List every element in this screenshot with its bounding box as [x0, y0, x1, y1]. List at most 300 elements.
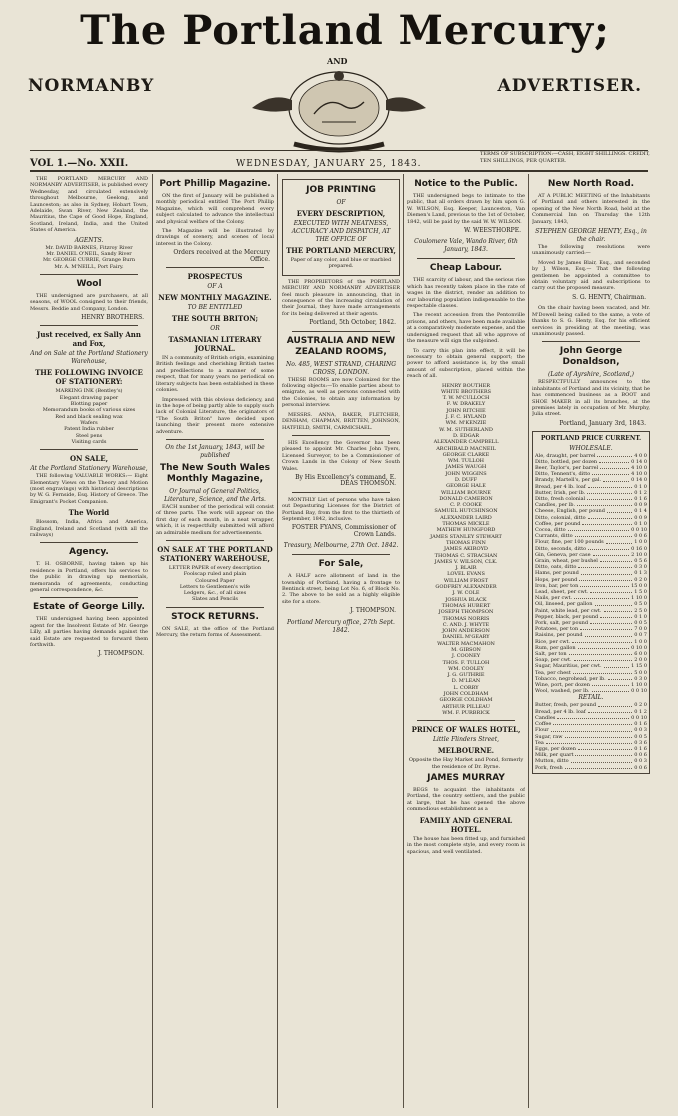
signer-name: J. G. GUTHRIE [447, 672, 485, 679]
price-item: Pepper, black, per pound [535, 613, 599, 620]
price-value: 0 0 5 [634, 620, 647, 627]
nmm-name: THE SOUTH BRITON; [171, 314, 259, 324]
on-sale-subheading: At the Portland Stationery Warehouse, [30, 465, 148, 473]
price-value: 0 0 9 [634, 502, 647, 509]
price-value: 5 0 0 [634, 669, 647, 676]
signer-name: J. BLAIR [455, 565, 477, 572]
sale2-item: Coloured Paper [195, 577, 235, 584]
signer-name: JOSHUA BLACK [445, 596, 487, 603]
price-value: 0 0 6 [634, 752, 647, 759]
price-item: Raisins, per pound [535, 632, 583, 639]
section-divider [40, 449, 138, 450]
forsale-paragraph: A HALF acre allotment of land in the township of Portland, having a frontage to Bentinck street, being Lot No. 6, of Block No. 2. The above to be sold as a highly eligible site for a store. [282, 573, 400, 605]
price-leader [604, 608, 633, 612]
jgd-heading: John George Donaldson, [559, 346, 623, 368]
price-current-box [532, 431, 650, 774]
price-value: 0 1 6 [634, 721, 647, 728]
price-value: 1 0 0 [634, 638, 647, 645]
price-value: 1 5 0 [634, 589, 647, 596]
wool-signature: HENRY BROTHERS. [81, 314, 144, 322]
cheap-labour-paragraph-3: To carry this plan into effect, it will be necessary to obtain general support; the power to afford assistance is, by the small amount of subscription, placed within the reach of all. [407, 347, 525, 380]
pow-heading: PRINCE OF WALES HOTEL, [411, 725, 521, 735]
price-leader [575, 752, 632, 756]
jm-paragraph-2: The house has been fitted up, and furnished in the most complete style, and every room is spacious, and well ventilated. [407, 835, 525, 855]
cheap-labour-heading: Cheap Labour. [429, 263, 503, 274]
signer-name: HENRY BOUTHER [441, 382, 491, 389]
nmm-tasmanian: TASMANIAN LITERARY JOURNAL. [168, 335, 262, 354]
nmm-paragraph-2: Impressed with this obvious deficiency, and in the hope of being partly able to supply such lack of Colonial Literature, the originators of "The South Briton" have decided upon launching their present more extensive adventure. [156, 396, 274, 435]
pow-paragraph: Opposite the Hay Market and Pond, formerly the residence of Dr. Byrne. [408, 757, 524, 770]
price-item: Paint, white lead, per cwt. [535, 607, 602, 614]
price-leader [551, 727, 633, 731]
agents-list [30, 245, 148, 270]
pow-subheading: Little Flinders Street, [432, 736, 500, 744]
price-item: Lead, sheet, per cwt. [535, 589, 589, 596]
nsw-date: On the 1st January, 1843, will be published [165, 443, 265, 459]
prospectus-of: OF A [207, 283, 223, 291]
price-leader [585, 632, 633, 636]
signer-name: ALEXANDER CAMPBELL [433, 439, 499, 446]
job-subheading: EXECUTED WITH NEATNESS, ACCURACY AND DISPATCH, AT THE OFFICE OF [291, 220, 391, 243]
price-value: 0 1 2 [634, 489, 647, 496]
signer-name: J. F. C. HYLAND [445, 414, 487, 421]
price-value: 0 0 10 [631, 527, 647, 533]
price-item: Butter, fresh, per pound [535, 702, 597, 709]
signer-name: ALEXANDER LAIRD [440, 514, 492, 521]
notice-date: Coulomere Vale, Wando River, 6th January, 1843. [414, 238, 518, 254]
signer-name: WM. F. PURBRICK [442, 709, 490, 716]
ppm-orders: Orders received at the Mercury Office. [173, 249, 270, 263]
price-value: 0 1 0 [634, 613, 647, 620]
anz-heading: AUSTRALIA AND NEW ZEALAND ROOMS, [286, 335, 396, 357]
sale2-item: LETTER PAPER of every description [168, 564, 262, 571]
signer-name: T. W. M'CULLOCH [442, 395, 490, 402]
price-leader [587, 490, 632, 494]
price-item: Wine, port, per dozen [535, 682, 590, 689]
price-leader [578, 564, 632, 568]
column-5 [532, 176, 650, 1106]
price-item: Rum, per gallon [535, 644, 576, 651]
masthead [0, 0, 678, 170]
price-leader [565, 765, 633, 769]
price-value: 7 0 0 [634, 626, 647, 633]
signers-list [407, 383, 525, 717]
sale2-item: Ledgers, &c., of all sizes [183, 590, 247, 597]
price-item: Milk, per quart [535, 752, 574, 759]
signer-name: GEORGE HALE [446, 483, 486, 490]
price-leader [590, 589, 632, 593]
nmm-or: OR [210, 325, 220, 333]
price-item: Pork, salt, per pound [535, 620, 589, 627]
price-item: Ditto, bottled, per dozen [535, 458, 598, 465]
jm-paragraph: BEGS to acquaint the inhabitants of Portland, the country settlers, and the public at large, that he has opened the above commodious establishment as a [407, 787, 525, 813]
section-divider [40, 274, 138, 275]
price-item: Gin, Geneva, per case [535, 551, 591, 558]
signer-name: M. GIBSON [451, 647, 481, 653]
signer-name: WILLIAM BOURNE [441, 489, 491, 496]
forsale-date: Portland Mercury office, 27th Sept. 1842. [287, 618, 395, 634]
price-item: Grain, wheat, per bushel [535, 558, 598, 565]
monthly-date: Treasury, Melbourne, 27th Oct. 1842. [283, 542, 399, 550]
monthly-paragraph: MONTHLY List of persons who have taken out Depasturing Licenses for the District of Portland Bay, from the first to the thirtieth of September, 1842, inclusive. [282, 496, 400, 522]
price-value: 0 0 6 [634, 764, 647, 771]
price-value: 0 3 0 [634, 564, 647, 571]
signer-name: WM. TULLOH [447, 458, 485, 465]
column-3 [282, 176, 400, 1106]
agent-item: Mr. GEORGE CURRIE, Grange Burn [42, 257, 136, 264]
price-item: Coffee [535, 721, 552, 728]
masthead-advertiser: ADVERTISER. [497, 76, 642, 96]
issue-date: WEDNESDAY, JANUARY 25, 1843. [236, 159, 422, 169]
notice-paragraph: THE undersigned begs to intimate to the public, that all orders drawn by him upon G. W. WILSON, Esq. Keeper, Launceston, Van Diemen's Land, previous to the 1st of October, 1842, will be paid by the said W. W. WILSON. [407, 193, 525, 225]
signer-name: WILLIAM FROST [443, 577, 489, 584]
nnr-paragraph-2: The following resolutions were unanimously carried:— [532, 244, 650, 257]
nnr-chair: STEPHEN GEORGE HENTY, Esq., in the chair. [535, 228, 647, 244]
price-item: Candles, per lb. [535, 502, 576, 509]
just-received-heading: Just received, ex Sally Ann and Fox, [37, 330, 141, 349]
price-item: Ditto, oats, ditto [535, 564, 577, 571]
signer-name: JAMES WAUGH [445, 464, 487, 471]
signer-name: D. EDGAR [452, 432, 480, 439]
job-office: THE PORTLAND MERCURY, [286, 246, 396, 255]
agent-item: Mr. DAVID BARNES, Fitzroy River [45, 244, 133, 251]
signer-name: JOHN RITCHIE [446, 407, 486, 414]
price-item: Tobacco, negrohead, per lb. [535, 675, 606, 682]
anz-names: MESSRS. ANNA, BAKER, FLETCHER, DENHAM, CHAPMAN, BRITTEN, JOHNSON, HATFIELD, SMITH, CARMICHAEL. [282, 411, 400, 431]
price-item: Eggs, per dozen [535, 745, 576, 752]
signer-name: D. DUFF [454, 476, 478, 483]
price-item: Ale, draught, per barrel [535, 452, 596, 459]
signer-name: W. M. SUTHERLAND [439, 426, 493, 433]
nnr-paragraph-3: On the chair having been vacated, and Mr. M'Dowell being called to the same, a vote of thanks to S. G. Henty, Esq. for his efficient services in presiding at the meeting, was unanimously passed. [532, 305, 650, 337]
price-leader [581, 570, 632, 574]
section-divider [292, 331, 390, 332]
job-printing-box [282, 179, 400, 276]
price-value: 4 0 0 [634, 452, 647, 459]
jm-house: FAMILY AND GENERAL HOTEL. [419, 815, 513, 834]
price-leader [608, 676, 632, 680]
price-leader [571, 758, 633, 762]
price-leader [588, 484, 633, 488]
price-leader [600, 465, 629, 469]
price-item: Flour [535, 727, 549, 734]
price-item: Cheese, English, per pound [535, 508, 605, 515]
agent-item: Mr. DANIEL O'NEIL, Sandy River [46, 250, 132, 257]
price-item: Flour, fine, per 100 pounds [535, 539, 604, 546]
price-item: Soap, per cwt. [535, 657, 572, 664]
price-leader [574, 595, 629, 599]
price-leader [607, 508, 632, 512]
signer-name: JAMES V. WILSON, CLK. [434, 558, 498, 565]
signer-name: J. W. COLE [452, 590, 480, 597]
job-of: OF [336, 199, 346, 206]
agency-heading: Agency. [69, 547, 109, 558]
price-value: 6 0 0 [634, 651, 647, 658]
price-value: 0 1 4 [634, 508, 647, 515]
price-value: 4 10 0 [631, 464, 647, 471]
price-row [535, 765, 647, 771]
nnr-paragraph: AT A PUBLIC MEETING of the Inhabitants of Portland and others interested in the opening of the New North Road, held at the Commercial Inn on Thursday the 12th January, 1843, [532, 193, 650, 225]
section-divider [292, 554, 390, 555]
signer-name: JOHN WIGGINS [445, 470, 487, 477]
signer-name: C. AND. J. WHYTE [442, 621, 490, 628]
price-value: 0 0 6 [634, 533, 647, 540]
price-leader [606, 539, 633, 543]
sale2-list [156, 565, 274, 603]
stationery-item: MARKING INK (Bentley's) [55, 388, 123, 395]
price-value: 15 0 0 [631, 582, 647, 589]
signer-name: DONALD CAMERON [439, 495, 493, 502]
price-leader [588, 515, 633, 519]
world-heading: The World [68, 508, 110, 518]
price-item: Bread, per 4 lb. loaf [535, 708, 586, 715]
signer-name: DANIEL M'GEARY [442, 634, 490, 641]
sale2-item: Foolscap ruled and plain [183, 571, 247, 578]
section-divider [292, 435, 390, 436]
price-value: 0 5 0 [634, 601, 647, 608]
signer-name: SAMUEL HUTCHINSON [434, 508, 498, 515]
nnr-heading: New North Road. [547, 179, 635, 189]
price-leader [588, 546, 629, 550]
price-value: 0 1 0 [634, 520, 647, 527]
price-item: Potatoes, per ton [535, 626, 579, 633]
price-value: 0 0 3 [634, 727, 647, 734]
signer-name: JAMES AKIROYD [444, 546, 488, 553]
price-item: Sugar, raw [535, 733, 563, 740]
notice-heading: Notice to the Public. [414, 179, 518, 189]
anz-paragraph: THESE ROOMS are now Colonized for the following objects:—To enable parties about to emigrate, as well as persons connected with the Colonies, to obtain any information by personal interview. [282, 376, 400, 409]
price-leader [573, 670, 633, 674]
subscription-terms: TERMS OF SUBSCRIPTION:—CASH, EIGHT SHILLINGS. CREDIT, TEN SHILLINGS, PER QUARTER. [480, 151, 650, 164]
section-divider [166, 607, 264, 608]
price-value: 0 14 0 [631, 477, 647, 484]
price-leader [568, 527, 629, 531]
price-item: Tea [535, 739, 544, 746]
just-received-subheading: And on Sale at the Portland Stationery Warehouse, [30, 350, 148, 366]
on-sale-heading: ON SALE, [69, 454, 109, 464]
price-value: 1 15 0 [631, 663, 647, 670]
price-leader [595, 601, 633, 605]
section-divider [166, 267, 264, 268]
price-item: Ditto, colonial, ditto [535, 514, 586, 521]
ppm-heading: Port Phillip Magazine. [159, 179, 271, 189]
price-item: Coffee, per pound [535, 520, 581, 527]
jm-heading: JAMES MURRAY [427, 773, 505, 784]
intro-paragraph: THE PORTLAND MERCURY AND NORMANBY ADVERTISER, is published every Wednesday, and circulated extensively throughout Melbourne, Geelong, and Launceston; as also in Sydney, Hobart Town, Adelaide, Swan River, New Zealand, the Mauritius, the Cape of Good Hope, England, Scotland, Ireland, India, and the United States of America. [30, 176, 148, 234]
section-divider [40, 325, 138, 326]
masthead-normanby: NORMANBY [28, 76, 155, 96]
price-item: Oil, linseed, per gallon [535, 601, 593, 608]
price-item: Candles [535, 714, 556, 721]
signer-name: JAMES STANLEY STEWART [430, 533, 502, 540]
price-leader [588, 709, 633, 713]
price-leader [603, 477, 629, 481]
section-divider [417, 720, 515, 721]
price-item: Tea, per chest [535, 669, 571, 676]
signer-name: F. W. DRAKELY [446, 401, 486, 408]
job-heading: JOB PRINTING [306, 185, 376, 195]
jgd-date: Portland, January 3rd, 1843. [559, 419, 646, 427]
world-paragraph: Blossom, India, Africa and America, England, Ireland and Scotland (with all the railways) [30, 519, 148, 538]
stock-paragraph: ON SALE, at the office of the Portland Mercury, the return forms of Assessment. [156, 625, 274, 639]
jgd-paragraph: RESPECTFULLY announces to the inhabitants of Portland and its vicinity, that he has commenced business as a BOOT and SHOE MAKER in all its branches, at the premises lately in occupation of Mr. Murphy, Julia street. [532, 379, 650, 418]
price-item: Pork, fresh [535, 764, 563, 771]
cheap-labour-paragraph-2: The recent accession from the Pentonville prisons, and others, have been made available at a comparatively moderate expense, and the undersigned request that all who approve of the measure will sign the subjoined. [407, 312, 525, 345]
signer-name: L. CORRY [453, 684, 479, 691]
price-leader [580, 626, 632, 630]
signer-name: WALTER MACMAHON [437, 640, 495, 647]
forsale-signature: J. THOMPSON. [350, 607, 396, 615]
signer-name: THOMAS HUBERT [441, 602, 491, 609]
column-divider [152, 174, 153, 1108]
price-value: 0 0 5 [634, 733, 647, 740]
signer-name: WM. M'KENZIE [445, 420, 487, 427]
stationery-item: Steel pens [75, 432, 103, 439]
signer-name: LOVEL EVANS [447, 571, 485, 578]
stationery-item: Patent India rubber [64, 426, 114, 433]
price-leader [597, 453, 632, 457]
notice-signature: W. WEESTHORPE. [464, 227, 521, 235]
price-item: Brandy, Martell's, per gal. [535, 477, 602, 484]
price-leader [592, 471, 629, 475]
stationery-item: Memorandum books of various sizes [42, 407, 136, 414]
price-leader [598, 702, 632, 706]
section-divider [292, 492, 390, 493]
price-value: 1 10 0 [631, 682, 647, 689]
signer-name: MATHEW HUNGFORD [436, 527, 496, 534]
price-leader [569, 651, 633, 655]
price-item: Butter, Irish, per lb. [535, 489, 586, 496]
jgd-subheading: (Late of Ayrshire, Scotland,) [548, 371, 634, 379]
price-value: 0 0 10 [631, 714, 647, 721]
price-leader [582, 521, 632, 525]
price-item: Salt, per ton [535, 651, 567, 658]
price-value: 0 1 0 [634, 483, 647, 490]
price-value: 0 0 7 [634, 632, 647, 639]
stationery-item: Elegant drawing paper [59, 394, 119, 401]
price-leader [599, 459, 629, 463]
signer-name: GODFREY ALEXANDER [435, 584, 497, 591]
price-item: Bread, per 4 lb. loaf [535, 483, 586, 490]
prospectus-heading: PROSPECTUS [187, 272, 243, 282]
price-value: 0 10 0 [631, 644, 647, 651]
proprietors-paragraph: THE PROPRIETORS of the PORTLAND MERCURY AND NORMANBY ADVERTISER feel much pleasure in announcing, that in consequence of the increasing circulation of their Journal, they have made arrangements for its being delivered at their agents. [282, 278, 400, 317]
price-leader [600, 614, 632, 618]
signer-name: GEORGE CLARKE [442, 451, 490, 458]
price-value: 2 10 0 [631, 551, 647, 558]
price-value: 2 5 0 [634, 607, 647, 614]
section-divider [542, 341, 640, 342]
stationery-list [30, 388, 148, 445]
wholesale-heading: WHOLESALE. [569, 444, 613, 452]
signer-name: THOMAS MICKLE [442, 521, 490, 528]
price-leader [590, 620, 632, 624]
signer-name: ARTHUR PILLEAU [441, 703, 490, 710]
proprietors-date: Portland, 5th October, 1842. [309, 319, 396, 327]
price-leader [580, 583, 629, 587]
signer-name: GEORGE COLDHAM [439, 697, 493, 704]
sale2-item: Letters to Gentlemen's wife [179, 583, 251, 590]
signer-name: JOHN ANDERSON [442, 628, 490, 635]
price-value: 0 0 10 [631, 688, 647, 695]
excellency-paragraph: HIS Excellency the Governor has been pleased to appoint Mr. Charles John Tyers, Licensed Surveyor, to be a Commissioner of Crown Lands in the Colony of New South Wales. [282, 439, 400, 472]
price-value: 1 10 0 [631, 595, 647, 602]
column-divider [528, 174, 529, 1108]
agents-heading: AGENTS. [74, 236, 104, 244]
price-value: 0 0 3 [634, 758, 647, 765]
estate-paragraph: THE undersigned having been appointed agent for the Insolvent Estate of Mr. George Lilly, all parties having demands against the said Estate are requested to forward them forthwith. [30, 616, 148, 649]
price-leader [572, 639, 632, 643]
stationery-item: Wafers [80, 419, 98, 426]
price-item: Nails, per cwt. [535, 595, 573, 602]
price-value: 0 1 2 [634, 708, 647, 715]
price-leader [587, 496, 632, 500]
price-current-heading: PORTLAND PRICE CURRENT. [540, 435, 642, 443]
price-leader [593, 552, 630, 556]
price-leader [565, 734, 633, 738]
signer-name: THOMAS NORRIS [442, 615, 490, 622]
section-divider [166, 540, 264, 541]
column-4 [407, 176, 525, 1106]
price-item: Beer, Taylor's, per barrel [535, 464, 599, 471]
column-divider [403, 174, 404, 1108]
price-value: 2 0 0 [634, 657, 647, 664]
estate-heading: Estate of George Lilly. [33, 602, 145, 613]
price-leader [553, 721, 632, 725]
price-value: 4 10 0 [631, 471, 647, 478]
price-leader [577, 502, 632, 506]
masthead-rule-bottom [30, 170, 648, 172]
forsale-heading: For Sale, [318, 559, 364, 570]
price-item: Ditto, Tennent's, ditto [535, 471, 591, 478]
volume-number: VOL 1.—No. XXII. [30, 158, 129, 169]
price-value: 0 1 3 [634, 570, 647, 577]
nmm-heading: NEW MONTHLY MAGAZINE. [158, 293, 272, 303]
price-item: Mutton, ditto [535, 758, 569, 765]
agent-item: Mr. A. M'NEILL, Port Fairy. [54, 263, 124, 270]
sale2-heading: ON SALE AT THE PORTLAND STATIONERY WAREHOUSE, [157, 544, 273, 563]
anz-address: No. 485, WEST STRAND, CHARING CROSS, LONDON. [285, 360, 397, 376]
price-leader [557, 715, 629, 719]
stock-heading: STOCK RETURNS. [171, 611, 259, 622]
wholesale-list [535, 453, 647, 695]
signer-name: THOMAS C. STRACHAN [434, 552, 498, 559]
sale2-item: Slates and Pencils [191, 596, 238, 603]
price-value: 0 2 0 [634, 576, 647, 583]
price-value: 0 3 0 [634, 675, 647, 682]
nmm-paragraph: IN a community of British origin, examining British feelings and cherishing British tastes and predilections to a manner of some respect, that for many years no periodical on literary subjects has been established in these colonies. [156, 355, 274, 394]
job-paragraph: Paper of any color, and blue or marbled prepared. [290, 257, 392, 270]
monthly-signature: FOSTER FYANS, Commissioner of Crown Lands. [291, 524, 396, 538]
job-every: EVERY DESCRIPTION, [296, 209, 386, 218]
stationery-item: Visiting cards [71, 438, 107, 445]
signer-name: C. P. COOKE [450, 502, 482, 509]
signer-name: J. COONEY [451, 653, 481, 660]
price-value: 0 2 0 [634, 702, 647, 709]
price-leader [592, 688, 630, 692]
price-item: Rice, per cwt. [535, 638, 571, 645]
masthead-and: AND [327, 56, 348, 66]
signer-name: THOMAS FINN [446, 539, 486, 546]
signer-name: WM. COOLEY [448, 665, 484, 672]
price-item: Sugar, Mauritius, per cwt. [535, 663, 602, 670]
nnr-signature: S. G. HENTY, Chairman. [572, 293, 646, 301]
estate-signature: J. THOMPSON. [98, 650, 144, 658]
signer-name: WHITE BROTHERS [440, 388, 492, 395]
price-leader [546, 740, 632, 744]
excellency-signature: By His Excellency's command, E. DEAS THOMSON. [295, 473, 396, 488]
price-item: Ditto, seconds, ditto [535, 545, 587, 552]
